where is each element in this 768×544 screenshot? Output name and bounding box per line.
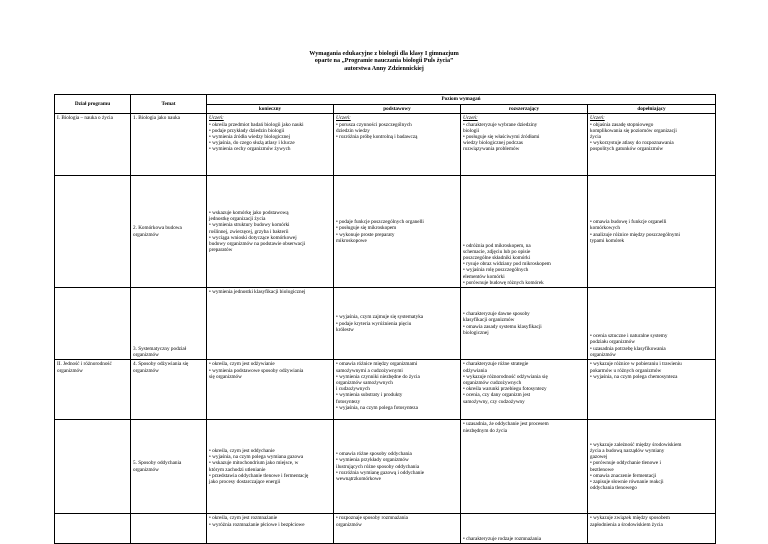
cell-temat: 1. Biologia jako nauka xyxy=(131,114,207,176)
header-poziom: Poziom wymagań xyxy=(207,95,716,105)
cell-konieczny: • określa, czym jest oddychanie • wyjaśnia, na czym polega wymiana gazowa • wskazuje mitochondrium jako miejsce, w którym zachodzi utlenianie • przedstawia oddychanie tlenowe i fermentację jako procesy dostarczające energii xyxy=(207,420,334,514)
cell-konieczny: • wymienia jednostki klasyfikacji biologicznej xyxy=(207,288,334,360)
header-level-podstawowy: podstawowy xyxy=(334,104,461,114)
cell-dzial xyxy=(55,514,131,544)
uczen-label: Uczeń: xyxy=(209,115,224,122)
table-row xyxy=(55,420,716,514)
header-dzial: Dział programu xyxy=(55,95,131,114)
cell-podstawowy: • omawia różnice między organizmami samożywnymi a cudzożywnymi • wymienia czynniki niezbędne do życia organizmów samożywnych i cudzożywnych • wymienia substraty i produkty fotosyntezy • wyjaśnia, na czym polega fotosynteza xyxy=(334,360,461,420)
cell-rozszerzajacy: • charakteryzuje różne strategie odżywiania • wykazuje różnorodność odżywiania się organizmów cudzożywnych • określa warunki przebiegu fotosyntezy • ocenia, czy dany organizm jest samożywny, czy cudzożywny xyxy=(461,360,588,420)
cell-dopelniajacy: Uczeń: • objaśnia zasadę stopniowego komplikowania się poziomów organizacji życia • wykorzystuje atlasy do rozpoznawania pospolitych gatunków organizmów xyxy=(588,114,716,176)
cell-dopelniajacy: • omawia budowę i funkcje organelli komórkowych • analizuje różnice między poszczególnymi typami komórek xyxy=(588,176,716,288)
header-temat: Temat xyxy=(131,95,207,114)
cell-podstawowy: • podaje funkcje poszczególnych organelli • posługuje się mikroskopem • wykonuje proste preparaty mikroskopowe xyxy=(334,176,461,288)
cell-rozszerzajacy: • uzasadnia, że oddychanie jest procesem niezbędnym do życia xyxy=(461,420,588,514)
cell-dopelniajacy: • ocenia sztuczne i naturalne systemy podziału organizmów • uzasadnia potrzebę klasyfikowania organizmów xyxy=(588,288,716,360)
cell-rozszerzajacy: • charakteryzuje rodzaje rozmnażania xyxy=(461,514,588,544)
uczen-label: Uczeń: xyxy=(336,115,351,122)
table-row xyxy=(55,360,716,420)
cell-podstawowy: • rozpoznaje sposoby rozmnażania organizmów xyxy=(334,514,461,544)
cell-temat: 2. Komórkowa budowa organizmów xyxy=(131,176,207,288)
cell-podstawowy: • omawia różne sposoby oddychania • wymienia przykłady organizmów ilustrujących różne sposoby oddychania • rozróżnia wymianę gazową i oddychanie wewnątrzkomórkowe xyxy=(334,420,461,514)
header-level-konieczny: konieczny xyxy=(207,104,334,114)
cell-podstawowy: Uczeń: • porusza czynności poszczególnych dziedzin wiedzy • rozróżnia próbę kontrolną i badawczą xyxy=(334,114,461,176)
cell-dzial xyxy=(55,288,131,360)
table-row xyxy=(55,114,716,176)
cell-dzial xyxy=(55,420,131,514)
cell-podstawowy: • wyjaśnia, czym zajmuje się systematyka • podaje kryteria wyróżnienia pięciu królestw xyxy=(334,288,461,360)
table-row xyxy=(55,176,716,288)
cell-temat: 5. Sposoby oddychania organizmów xyxy=(131,420,207,514)
header-level-dopelniajacy: dopełniający xyxy=(588,104,716,114)
cell-dzial: I. Biologia – nauka o życia xyxy=(55,114,131,176)
title-line-1: Wymagania edukacyjne z biologii dla klasy I gimnazjum xyxy=(309,50,459,57)
cell-temat xyxy=(131,514,207,544)
cell-konieczny: • wskazuje komórkę jako podstawową jednostkę organizacji życia • wymienia struktury budowy komórki roślinnej, zwierzęcej, grzyba i bakterii • wyciąga wnioski dotyczące komórkowej budowy organizmów na podstawie obserwacji preparatów xyxy=(207,176,334,288)
cell-rozszerzajacy: • charakteryzuje dawne sposoby klasyfikacji organizmów • omawia zasady systemu klasyfikacji biologicznej xyxy=(461,288,588,360)
cell-dzial: II. Jedność i różnorodność organizmów xyxy=(55,360,131,420)
cell-dopelniajacy: • wykazuje zależność między środowiskiem życia a budową narządów wymiany gazowej • porównuje oddychanie tlenowe i beztlenowe • omawia znaczenie fermentacji • zapisuje słownie równanie reakcji oddychania tlenowego xyxy=(588,420,716,514)
cell-rozszerzajacy: • odróżnia pod mikroskopem, na schemacie, zdjęciu lub po opisie poszczególne składniki komórki • rysuje obraz widziany pod mikroskopem • wyjaśnia rolę poszczególnych elementów komórki • porównuje budowę różnych komórek xyxy=(461,176,588,288)
cell-temat: 3. Systematyczny podział organizmów xyxy=(131,288,207,360)
uczen-label: Uczeń: xyxy=(463,115,478,122)
header-level-rozszerzajacy: rozszerzający xyxy=(461,104,588,114)
requirements-table xyxy=(54,94,716,544)
cell-konieczny: • określa, czym jest odżywianie • wymienia podstawowe sposoby odżywiania się organizmów xyxy=(207,360,334,420)
document-title xyxy=(0,50,768,72)
uczen-label: Uczeń: xyxy=(590,115,605,122)
cell-dopelniajacy: • wykazuje związek między sposobem zapłodnienia a środowiskiem życia xyxy=(588,514,716,544)
title-line-3: autorstwa Anny Zdziennickiej xyxy=(344,64,424,72)
table-row xyxy=(55,514,716,544)
cell-dzial xyxy=(55,176,131,288)
cell-konieczny: Uczeń: • określa przedmiot badań biologii jako nauki • podaje przykłady dziedzin biologii • wymienia źródła wiedzy biologicznej • wyjaśnia, do czego służą atlasy i klucze • wymienia cechy organizmów żywych xyxy=(207,114,334,176)
cell-temat: 4. Sposoby odżywiania się organizmów xyxy=(131,360,207,420)
cell-dopelniajacy: • wykazuje różnice w pobieraniu i trawieniu pokarmów u różnych organizmów • wyjaśnia, na czym polega chemosynteza xyxy=(588,360,716,420)
cell-rozszerzajacy: Uczeń: • charakteryzuje wybrane dziedziny biologii • posługuje się właściwymi źródłami wiedzy biologicznej podczas rozwiązywania problemów xyxy=(461,114,588,176)
table-row xyxy=(55,288,716,360)
title-line-2: oparte na „Programie nauczania biologii Puls życia” xyxy=(314,57,454,65)
cell-konieczny: • określa, czym jest rozmnażanie • wyróżnia rozmnażanie płciowe i bezpłciowe xyxy=(207,514,334,544)
